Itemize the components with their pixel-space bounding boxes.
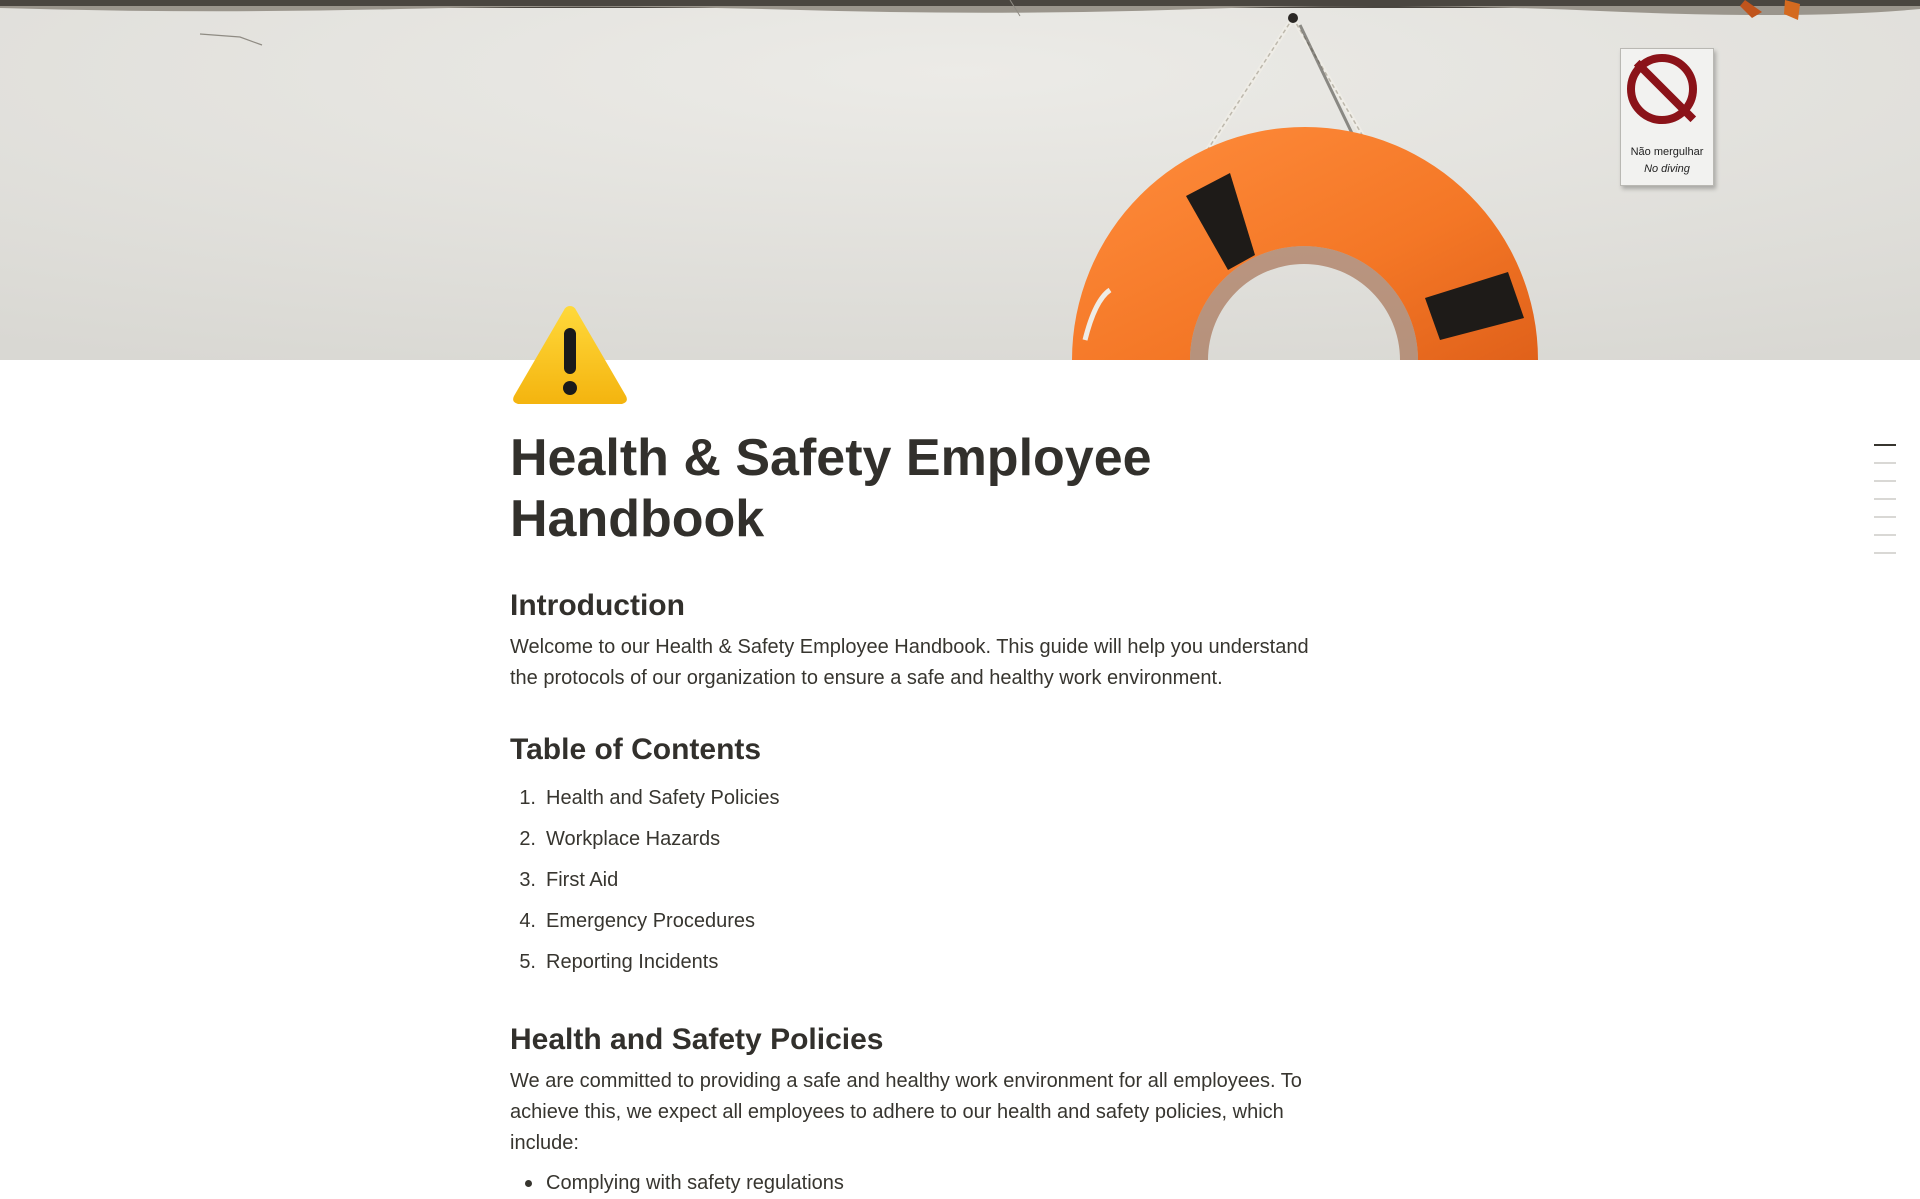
toc-item-number: 2. [519,828,536,850]
page-content [510,428,1390,1199]
toc-list [510,778,1390,983]
introduction-line-1: Welcome to our Health & Safety Employee Handbook. This guide will help you understand [510,636,1309,658]
outline-marker[interactable] [1874,534,1896,536]
toc-item-number: 1. [519,787,536,809]
toc-item-label: Emergency Procedures [546,910,755,932]
outline-marker[interactable] [1874,480,1896,482]
outline-marker[interactable] [1874,462,1896,464]
warning-icon[interactable] [510,302,630,410]
toc-item[interactable] [510,778,1390,819]
no-diving-sign [1620,48,1714,186]
bullet-item-label: Complying with safety regulations [546,1171,844,1194]
toc-item-label: Health and Safety Policies [546,787,780,809]
toc-item[interactable] [510,942,1390,983]
heading-health-safety-policies[interactable]: Health and Safety Policies [510,1023,884,1056]
toc-item[interactable] [510,901,1390,942]
toc-item-label: Reporting Incidents [546,951,719,973]
introduction-paragraph[interactable] [510,632,1390,694]
toc-item-label: First Aid [546,869,619,891]
heading-table-of-contents[interactable]: Table of Contents [510,733,762,766]
sign-text-english: No diving [1644,163,1690,175]
cover-image[interactable] [0,0,1920,360]
toc-item[interactable] [510,819,1390,860]
policies-bullet-list [510,1163,1390,1199]
introduction-line-2: the protocols of our organization to ensure a safe and healthy work environment. [510,667,1223,689]
toc-item-number: 5. [519,951,536,973]
toc-item-number: 4. [519,910,536,932]
bullet-dot-icon [510,1180,546,1187]
toc-item-number: 3. [519,869,536,891]
policies-line-1: We are committed to providing a safe and healthy work environment for all employees. To [510,1070,1302,1092]
outline-marker[interactable] [1874,552,1896,554]
bullet-item[interactable] [510,1163,1390,1199]
toc-item-label: Workplace Hazards [546,828,721,850]
toc-item[interactable] [510,860,1390,901]
policies-line-3: include: [510,1132,579,1154]
outline-navigator[interactable] [1874,444,1896,570]
sign-text-portuguese: Não mergulhar [1630,146,1704,158]
policies-line-2: achieve this, we expect all employees to adhere to our health and safety policies, which [510,1101,1284,1123]
outline-marker-active[interactable] [1874,444,1896,446]
outline-marker[interactable] [1874,516,1896,518]
heading-introduction[interactable]: Introduction [510,589,685,622]
page-title-line-1: Health & Safety Employee [510,429,1152,487]
page-title-line-2: Handbook [510,490,765,548]
policies-paragraph[interactable] [510,1066,1390,1159]
page-title[interactable] [510,428,1390,550]
outline-marker[interactable] [1874,498,1896,500]
